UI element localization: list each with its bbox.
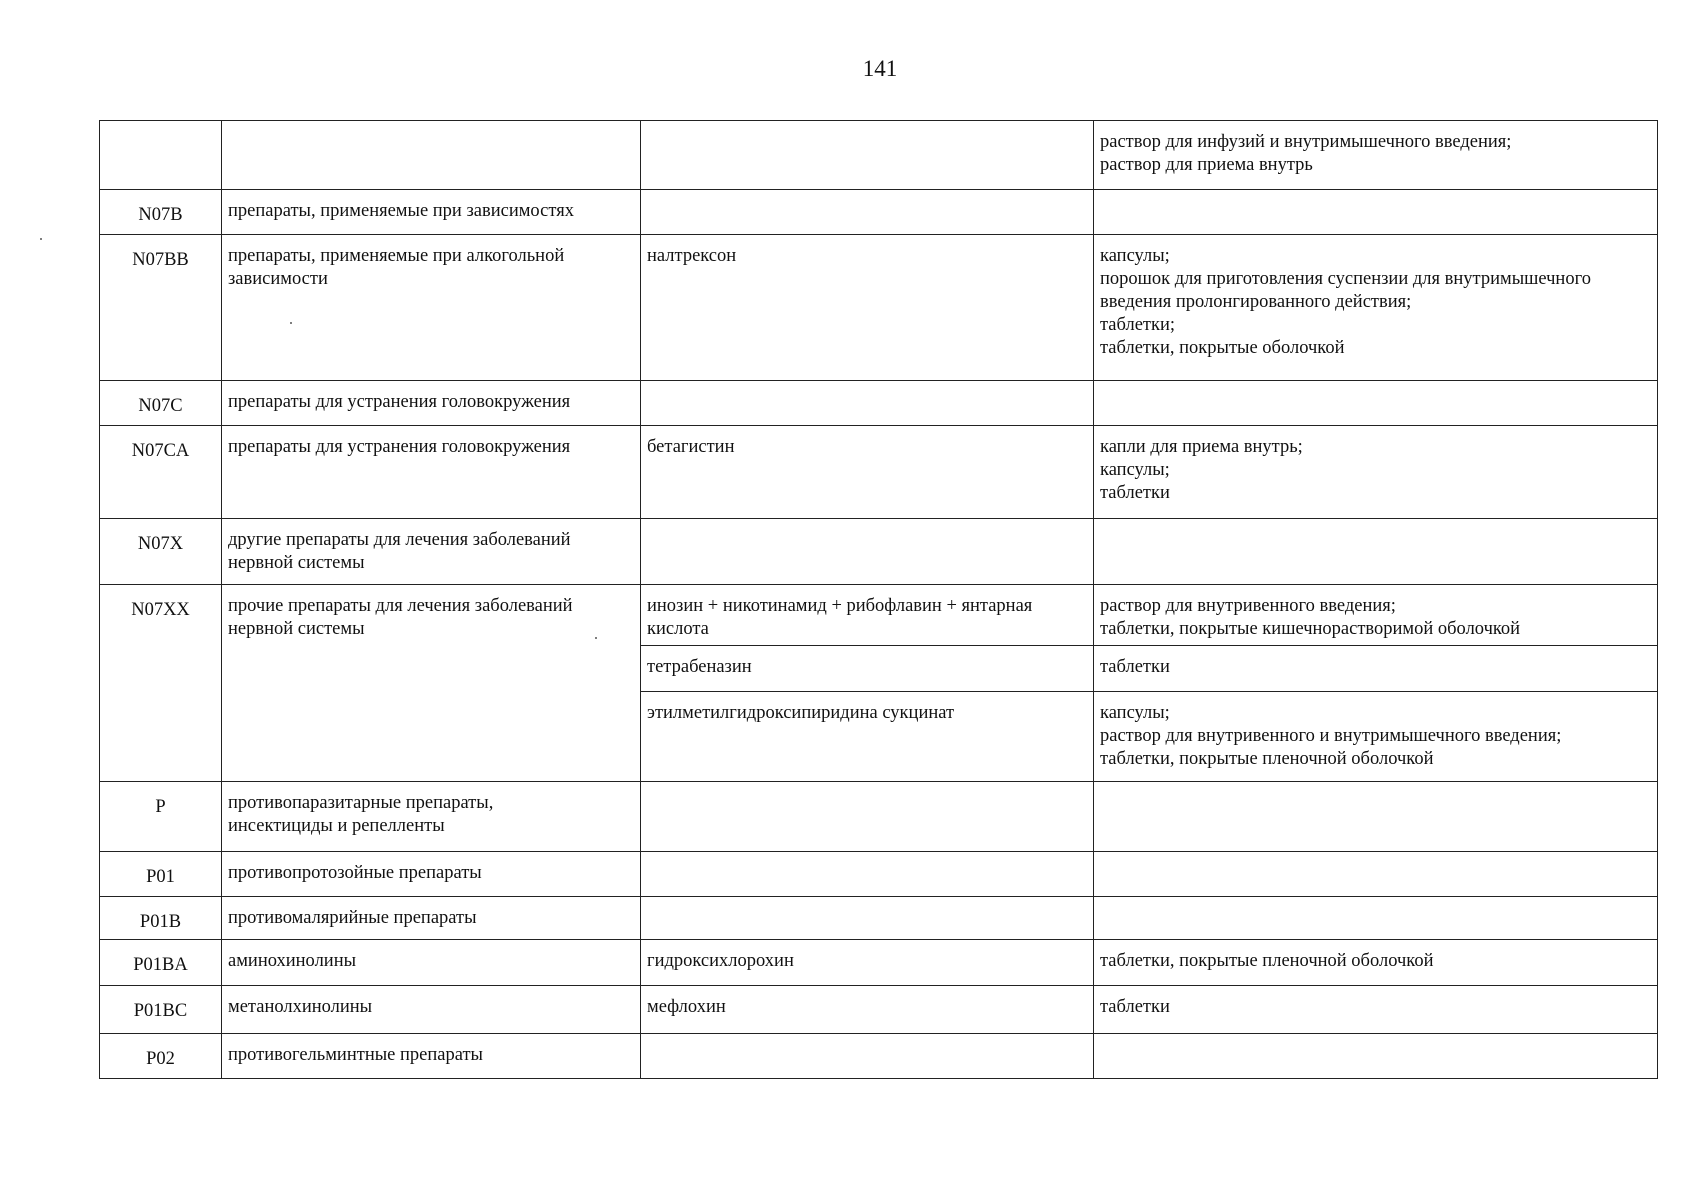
text-line: капсулы; (1100, 460, 1170, 480)
table-row (100, 1034, 1658, 1079)
table-row (100, 235, 1658, 381)
atc-code-cell: P (100, 782, 222, 852)
table-row (100, 782, 1658, 852)
text-line: введения пролонгированного действия; (1100, 292, 1412, 312)
drug-name-cell (641, 940, 1094, 986)
text-line: противомалярийные препараты (228, 908, 477, 928)
dosage-forms-cell (1094, 585, 1658, 646)
dosage-forms-cell (1094, 852, 1658, 897)
text-line: противопротозойные препараты (228, 863, 482, 883)
drug-name-cell (641, 235, 1094, 381)
table-row (100, 897, 1658, 940)
dosage-forms-cell (1094, 782, 1658, 852)
dosage-forms-cell (1094, 986, 1658, 1034)
text-line: инозин + никотинамид + рибофлавин + янтарная (647, 596, 1033, 616)
drug-name-cell (641, 381, 1094, 426)
table-row (100, 121, 1658, 190)
drug-name-cell (641, 852, 1094, 897)
text-line: противопаразитарные препараты, (228, 793, 494, 813)
text-line: капсулы; (1100, 246, 1170, 266)
text-line: гидроксихлорохин (647, 951, 794, 971)
text-line: налтрексон (647, 246, 737, 266)
text-line: таблетки, покрытые кишечнорастворимой оболочкой (1100, 619, 1521, 639)
text-line: инсектициды и репелленты (228, 816, 445, 836)
anatomical-group-cell (222, 897, 641, 940)
text-line: нервной системы (228, 619, 365, 639)
atc-code-cell: N07BB (100, 235, 222, 381)
text-line: раствор для внутривенного введения; (1100, 596, 1396, 616)
dosage-forms-cell (1094, 235, 1658, 381)
text-line: препараты для устранения головокружения (228, 392, 571, 412)
atc-code-cell: P01BC (100, 986, 222, 1034)
scan-speck (40, 238, 42, 240)
text-line: таблетки, покрытые пленочной оболочкой (1100, 951, 1434, 971)
atc-code-cell: N07XX (100, 585, 222, 782)
text-line: таблетки; (1100, 315, 1176, 335)
dosage-forms-cell (1094, 692, 1658, 782)
text-line: раствор для внутривенного и внутримышечного введения; (1100, 726, 1562, 746)
text-line: этилметилгидроксипиридина сукцинат (647, 703, 955, 723)
drug-name-cell (641, 782, 1094, 852)
anatomical-group-cell (222, 986, 641, 1034)
drug-name-cell (641, 585, 1094, 646)
table-row (100, 426, 1658, 519)
atc-code-cell: P01BA (100, 940, 222, 986)
anatomical-group-cell (222, 940, 641, 986)
scan-speck (290, 322, 292, 324)
text-line: мефлохин (647, 997, 726, 1017)
anatomical-group-cell (222, 1034, 641, 1079)
text-line: метанолхинолины (228, 997, 373, 1017)
anatomical-group-cell (222, 426, 641, 519)
drug-name-cell (641, 1034, 1094, 1079)
anatomical-group-cell (222, 381, 641, 426)
text-line: тетрабеназин (647, 657, 752, 677)
text-line: раствор для приема внутрь (1100, 155, 1313, 175)
dosage-forms-cell (1094, 519, 1658, 585)
atc-code-cell: P01 (100, 852, 222, 897)
drug-name-cell (641, 986, 1094, 1034)
text-line: прочие препараты для лечения заболеваний (228, 596, 573, 616)
table-row (100, 852, 1658, 897)
atc-code-cell: N07B (100, 190, 222, 235)
dosage-forms-cell (1094, 381, 1658, 426)
dosage-forms-cell (1094, 426, 1658, 519)
drug-name-cell (641, 692, 1094, 782)
atc-code-cell (100, 121, 222, 190)
atc-code-cell: N07X (100, 519, 222, 585)
text-line: препараты, применяемые при зависимостях (228, 201, 574, 221)
text-line: зависимости (228, 269, 328, 289)
atc-code-cell: N07C (100, 381, 222, 426)
table-body (100, 121, 1658, 1079)
table-row (100, 986, 1658, 1034)
drug-name-cell (641, 426, 1094, 519)
dosage-forms-cell (1094, 646, 1658, 692)
atc-code-cell: P02 (100, 1034, 222, 1079)
text-line: противогельминтные препараты (228, 1045, 483, 1065)
scan-speck (595, 637, 597, 639)
text-line: кислота (647, 619, 709, 639)
anatomical-group-cell (222, 121, 641, 190)
anatomical-group-cell (222, 852, 641, 897)
dosage-forms-cell (1094, 121, 1658, 190)
text-line: таблетки, покрытые пленочной оболочкой (1100, 749, 1434, 769)
table-row (100, 190, 1658, 235)
text-line: порошок для приготовления суспензии для внутримышечного (1100, 269, 1591, 289)
dosage-forms-cell (1094, 190, 1658, 235)
atc-code-cell: N07CA (100, 426, 222, 519)
anatomical-group-cell (222, 190, 641, 235)
text-line: капсулы; (1100, 703, 1170, 723)
drug-name-cell (641, 897, 1094, 940)
anatomical-group-cell (222, 782, 641, 852)
text-line: таблетки (1100, 657, 1170, 677)
text-line: препараты, применяемые при алкогольной (228, 246, 565, 266)
dosage-forms-cell (1094, 1034, 1658, 1079)
table-row (100, 940, 1658, 986)
text-line: таблетки (1100, 483, 1170, 503)
atc-code-cell: P01B (100, 897, 222, 940)
text-line: другие препараты для лечения заболеваний (228, 530, 571, 550)
drug-table (99, 120, 1658, 1079)
text-line: капли для приема внутрь; (1100, 437, 1303, 457)
drug-name-cell (641, 646, 1094, 692)
text-line: раствор для инфузий и внутримышечного введения; (1100, 132, 1512, 152)
text-line: препараты для устранения головокружения (228, 437, 571, 457)
anatomical-group-cell (222, 235, 641, 381)
text-line: таблетки, покрытые оболочкой (1100, 338, 1345, 358)
page-number: 141 (862, 56, 898, 81)
table-row (100, 519, 1658, 585)
table-row (100, 585, 1658, 646)
anatomical-group-cell (222, 585, 641, 782)
table-row (100, 381, 1658, 426)
anatomical-group-cell (222, 519, 641, 585)
drug-name-cell (641, 190, 1094, 235)
dosage-forms-cell (1094, 940, 1658, 986)
text-line: бетагистин (647, 437, 735, 457)
drug-name-cell (641, 121, 1094, 190)
text-line: таблетки (1100, 997, 1170, 1017)
text-line: аминохинолины (228, 951, 357, 971)
dosage-forms-cell (1094, 897, 1658, 940)
drug-name-cell (641, 519, 1094, 585)
text-line: нервной системы (228, 553, 365, 573)
